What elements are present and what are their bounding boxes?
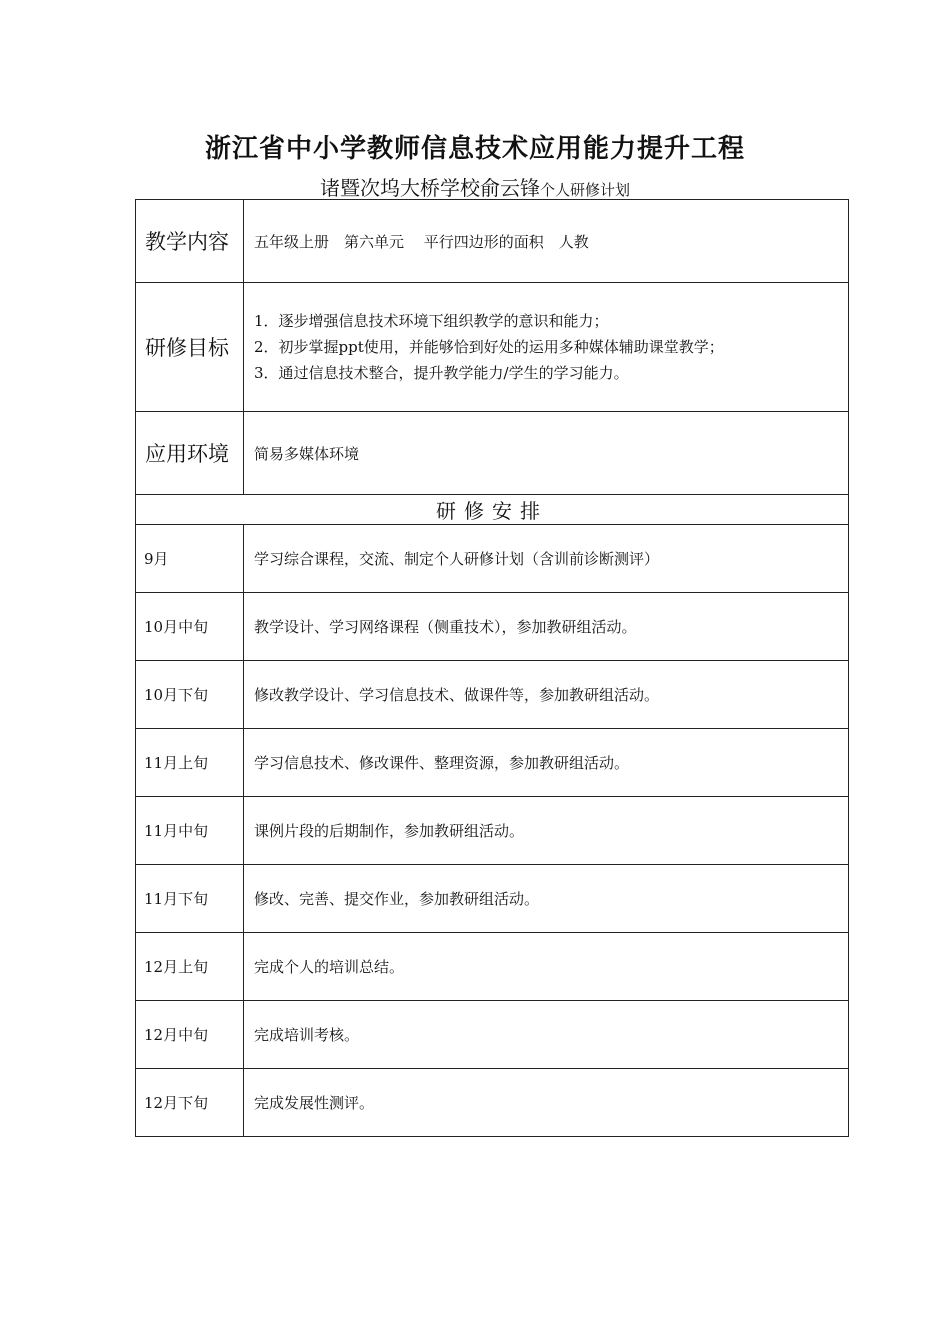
schedule-section-title: 研修安排 [136, 495, 849, 525]
schedule-row [136, 797, 849, 865]
schedule-row [136, 865, 849, 933]
application-environment-value: 简易多媒体环境 [244, 412, 849, 495]
schedule-time: 12月上旬 [136, 933, 244, 1001]
subtitle-school-teacher: 诸暨次坞大桥学校俞云锋 [319, 176, 540, 200]
teaching-content-value: 五年级上册 第六单元 平行四边形的面积 人教 [244, 200, 849, 283]
schedule-row [136, 1001, 849, 1069]
goal-item: 3．通过信息技术整合，提升教学能力/学生的学习能力。 [254, 364, 629, 382]
schedule-task: 学习信息技术、修改课件、整理资源，参加教研组活动。 [244, 729, 849, 797]
goal-item: 2．初步掌握ppt使用，并能够恰到好处的运用多种媒体辅助课堂教学； [254, 338, 724, 356]
row-schedule-header [136, 495, 849, 525]
schedule-task: 完成个人的培训总结。 [244, 933, 849, 1001]
schedule-time: 9月 [136, 525, 244, 593]
schedule-row [136, 593, 849, 661]
schedule-row [136, 933, 849, 1001]
schedule-time: 12月中旬 [136, 1001, 244, 1069]
schedule-time: 10月中旬 [136, 593, 244, 661]
row-teaching-content [136, 200, 849, 283]
schedule-task: 修改教学设计、学习信息技术、做课件等，参加教研组活动。 [244, 661, 849, 729]
study-plan-table [135, 199, 849, 1137]
row-application-environment [136, 412, 849, 495]
schedule-time: 11月上旬 [136, 729, 244, 797]
study-goals-label: 研修目标 [136, 283, 244, 412]
schedule-task: 课例片段的后期制作，参加教研组活动。 [244, 797, 849, 865]
application-environment-label: 应用环境 [136, 412, 244, 495]
document-subtitle [0, 172, 950, 201]
schedule-time: 11月下旬 [136, 865, 244, 933]
schedule-task: 教学设计、学习网络课程（侧重技术），参加教研组活动。 [244, 593, 849, 661]
teaching-content-label: 教学内容 [136, 200, 244, 283]
schedule-row [136, 1069, 849, 1137]
schedule-time: 11月中旬 [136, 797, 244, 865]
schedule-row [136, 525, 849, 593]
schedule-task: 修改、完善、提交作业，参加教研组活动。 [244, 865, 849, 933]
schedule-task: 学习综合课程，交流、制定个人研修计划（含训前诊断测评） [244, 525, 849, 593]
schedule-task: 完成培训考核。 [244, 1001, 849, 1069]
goal-item: 1．逐步增强信息技术环境下组织教学的意识和能力； [254, 312, 609, 330]
subtitle-plan-label: 个人研修计划 [539, 181, 630, 199]
schedule-time: 12月下旬 [136, 1069, 244, 1137]
schedule-time: 10月下旬 [136, 661, 244, 729]
document-title: 浙江省中小学教师信息技术应用能力提升工程 [204, 134, 745, 164]
schedule-task: 完成发展性测评。 [244, 1069, 849, 1137]
row-study-goals [136, 283, 849, 412]
study-goals-list [244, 283, 849, 412]
schedule-row [136, 729, 849, 797]
schedule-row [136, 661, 849, 729]
